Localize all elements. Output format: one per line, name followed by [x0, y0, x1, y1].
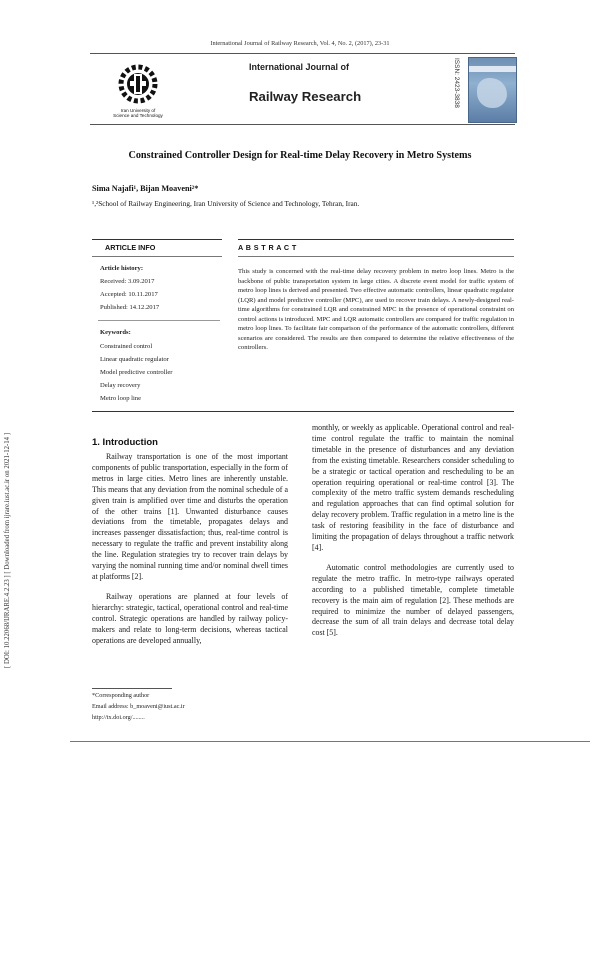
keyword-item: Model predictive controller [100, 369, 173, 376]
front-matter-bottom-rule [92, 411, 514, 412]
journal-name-line2: Railway Research [249, 89, 362, 104]
keyword-item: Delay recovery [100, 382, 141, 389]
keyword-item: Metro loop line [100, 395, 142, 402]
abstract-top-rule [238, 239, 514, 240]
left-column [92, 452, 288, 646]
section-heading-introduction: 1. Introduction [92, 437, 158, 448]
info-top-rule [92, 239, 222, 240]
logo-caption: Iran University of Science and Technology [113, 108, 163, 118]
footnote-rule [92, 688, 172, 689]
received-date: Received: 3.09.2017 [100, 278, 155, 285]
keywords-label: Keywords: [100, 329, 131, 336]
info-sub-rule [92, 256, 222, 257]
page-bottom-rule [70, 741, 590, 742]
abstract-heading: A B S T R A C T [238, 243, 297, 252]
header-bottom-rule [90, 124, 515, 125]
article-title: Constrained Controller Design for Real-time Delay Recovery in Metro Systems [128, 150, 472, 161]
right-column [312, 423, 514, 639]
journal-cover-thumbnail [468, 57, 517, 123]
paragraph: Railway transportation is one of the most important components of public transportation, especially in the form of metros in large cities. Metro lines are inherently unstable. This means that any deviation from the nominal schedule of a given train is amplified over time and disturbs the operation of the other trains [1]. Unwanted disturbance causes deviations from the timetable, propagates delays and increases passenger dissatisfaction; thus, real-time control is necessary to regulate the traffic and prevent instability along the line. Regulation strategies try to recover train delays by varying the nominal running time and/or nominal dwell times at platforms [2]. [92, 452, 288, 581]
article-info-heading: ARTICLE INFO [105, 243, 156, 252]
keywords-rule [98, 320, 220, 321]
email-address: Email address: b_moaveni@iust.ac.ir [92, 703, 185, 710]
doi-link[interactable]: http://tx.doi.org/........ [92, 714, 145, 721]
journal-name-line1: International Journal of [249, 62, 350, 72]
history-label: Article history: [100, 265, 144, 272]
accepted-date: Accepted: 10.11.2017 [100, 291, 158, 298]
header-top-rule [90, 53, 515, 54]
abstract-text: This study is concerned with the real-time delay recovery problem in metro loop lines. Metro is the backbone of public transportation system in large cities. A discrete event model for traffic system of metro loop lines is derived and presented. Two effective automatic controllers, linear quadratic regulator (LQR) and model predictive controller (MPC), are used to recover train delays. A newly-designed real-time algorithms for constrained LQR and constrained MPC in the presence of operational constraint on control actions is introduced. MPC and LQR automatic controllers are compared for traffic regulation in metro loop lines. To facilitate fair comparison of the performance of the automatic controllers, different scenarios are considered. The results are then compared to determine the relative effectiveness of the controllers. [238, 268, 514, 352]
keyword-item: Linear quadratic regulator [100, 356, 169, 363]
running-head: International Journal of Railway Research, Vol. 4, No. 2, (2017), 23-31 [210, 40, 390, 47]
paragraph: Automatic control methodologies are currently used to regulate the metro traffic. In metro-type railways operated according to a published timetable, complete timetable recovery is the main aim of regulation [2]. These methods are required to minimize the number of delayed passengers, decrease the sum of all train delays and decrease total delay cost [5]. [312, 562, 514, 638]
download-side-label: [ DOI: 10.22068/IJRARE.4.2.23 ] [ Downloaded from ijrare.iust.ac.ir on 2021-12-14 ] [4, 432, 11, 668]
published-date: Published: 14.12.2017 [100, 304, 160, 311]
article-authors: Sima Najafi¹, Bijan Moaveni²* [92, 184, 199, 193]
paragraph: Railway operations are planned at four levels of hierarchy: strategic, tactical, operational control and real-time control. Strategic operations are handled by railway policy-makers and relate to long-term decisions, whereas tactical operations are developed annually, [92, 591, 288, 645]
article-affiliation: ¹,²School of Railway Engineering, Iran University of Science and Technology, Tehran, Iran. [92, 199, 360, 208]
abstract-sub-rule [238, 256, 514, 257]
issn-label: ISSN: 2423-3838 [453, 58, 460, 108]
corresponding-author-note: *Corresponding author [92, 692, 150, 699]
keyword-item: Constrained control [100, 343, 153, 350]
paragraph: monthly, or weekly as applicable. Operational control and real-time control regulate the traffic to maintain the nominal timetable in the presence of disturbances and any deviation from the existing timetable. Researchers consider scheduling to be a strategic or tactical operation and rescheduling to be an operation requiring operational or real-time control [3]. The complexity of the metro traffic system demands rescheduling and regulation approaches that can find optimal solution for delay recovery problem. Traffic regulation in a metro line is the task of restoring feasibility in the face of disturbance and limiting the propagation of delays throughout a traffic network [4]. [312, 423, 514, 552]
